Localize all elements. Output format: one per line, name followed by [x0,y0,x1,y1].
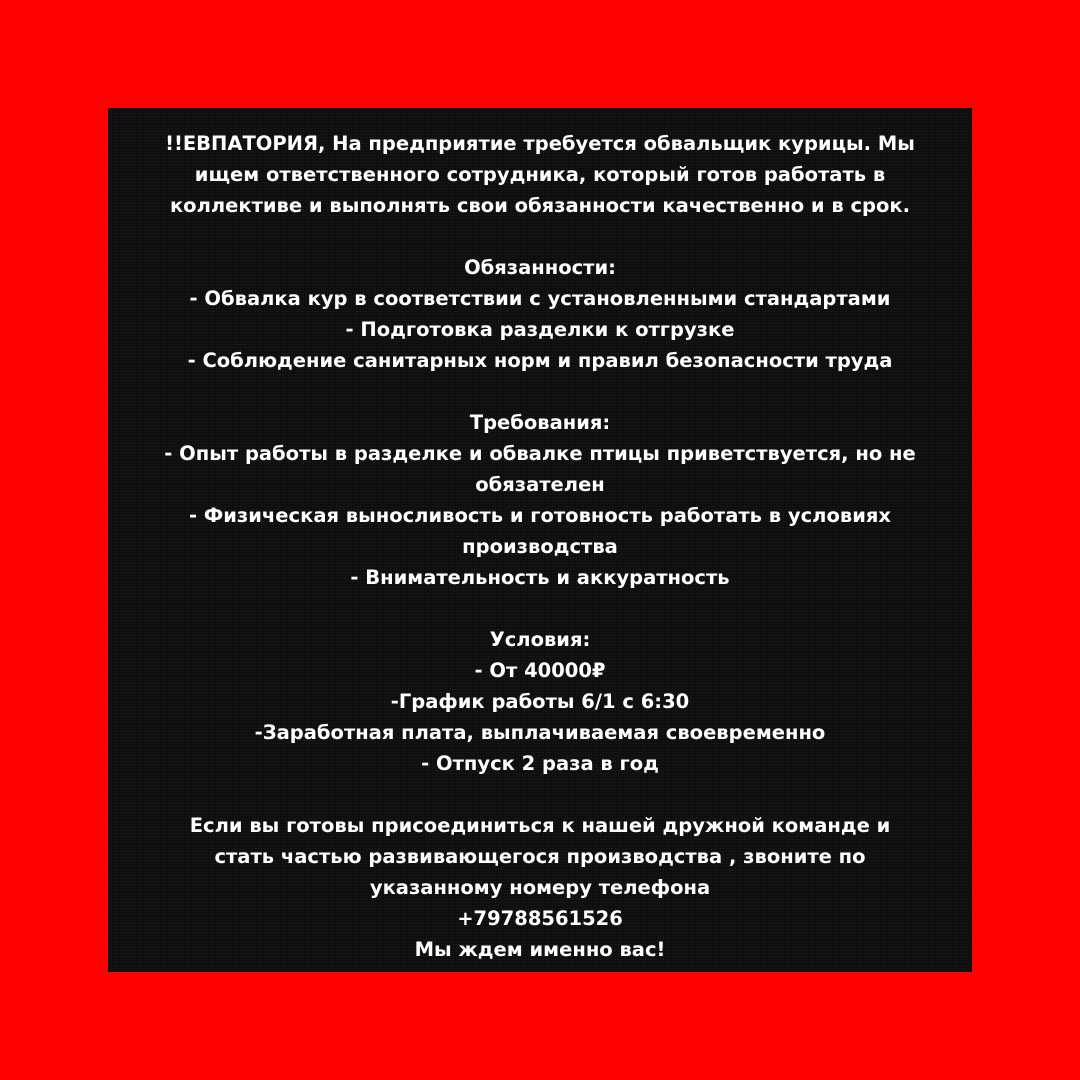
intro-line: коллективе и выполнять свои обязанности качественно и в срок. [169,194,911,217]
requirement-item: - Физическая выносливость и готовность работать в условиях [189,504,891,527]
condition-item: -Заработная плата, выплачиваемая своевременно [254,721,826,744]
job-ad-panel [108,108,972,972]
closing-line: стать частью развивающегося производства , звоните по [214,845,866,868]
intro-line: !!ЕВПАТОРИЯ, На предприятие требуется обвальщик курицы. Мы [165,132,915,155]
condition-item: - Отпуск 2 раза в год [421,752,659,775]
spacer [138,593,942,624]
duty-item: - Соблюдение санитарных норм и правил безопасности труда [187,349,893,372]
conditions-heading: Условия: [489,628,591,651]
requirement-item: - Опыт работы в разделке и обвалке птицы приветствуется, но не [164,442,916,465]
closing-line: Если вы готовы присоединиться к нашей дружной команде и [189,814,891,837]
closing-line: указанному номеру телефона [369,876,711,899]
phone-number: +79788561526 [457,907,623,930]
requirement-item: производства [462,535,618,558]
requirement-item: обязателен [475,473,605,496]
spacer [138,221,942,252]
duty-item: - Подготовка разделки к отгрузке [345,318,735,341]
condition-item: - От 40000₽ [474,659,606,682]
condition-item: -График работы 6/1 с 6:30 [390,690,690,713]
signoff: Мы ждем именно вас! [414,938,666,961]
requirement-item: - Внимательность и аккуратность [350,566,730,589]
spacer [138,779,942,810]
requirements-heading: Требования: [469,411,611,434]
spacer [138,376,942,407]
intro-line: ищем ответственного сотрудника, который готов работать в [194,163,886,186]
duty-item: - Обвалка кур в соответствии с установленными стандартами [189,287,891,310]
job-ad-text [138,128,942,965]
duties-heading: Обязанности: [464,256,616,279]
